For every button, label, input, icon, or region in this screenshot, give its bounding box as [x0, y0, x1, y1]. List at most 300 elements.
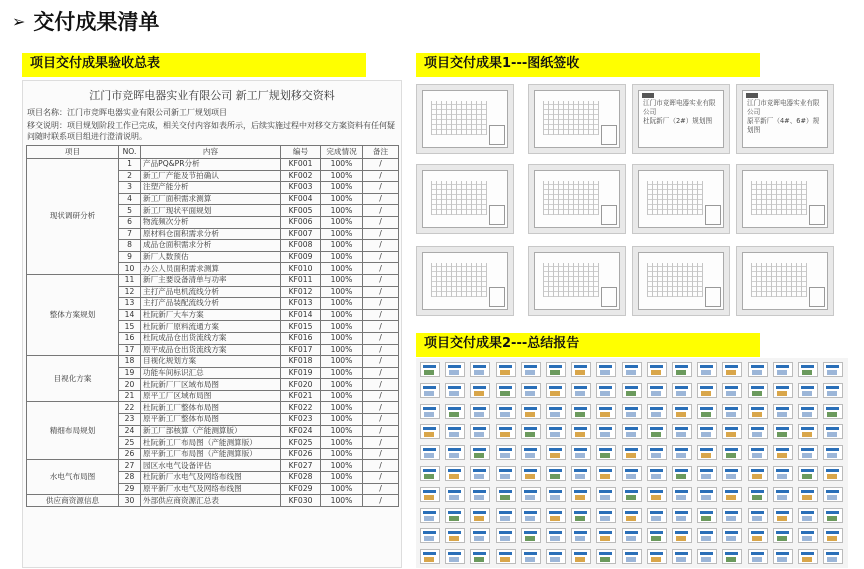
report-slide-thumbnail — [470, 528, 490, 543]
slide-content-block — [550, 370, 560, 375]
report-slide-thumbnail — [596, 528, 616, 543]
slide-content-block — [651, 557, 661, 562]
report-slide-thumbnail — [773, 549, 793, 564]
report-slide-thumbnail — [596, 445, 616, 460]
row-number-cell: 20 — [119, 379, 141, 391]
report-slide-thumbnail — [470, 424, 490, 439]
slide-header-bar — [423, 448, 436, 451]
row-remark-cell: / — [363, 228, 399, 240]
report-slide-thumbnail — [773, 466, 793, 481]
row-number-cell: 14 — [119, 309, 141, 321]
slide-content-block — [474, 432, 484, 437]
slide-content-block — [752, 412, 762, 417]
report-slide-thumbnail — [647, 549, 667, 564]
report-slide-thumbnail — [773, 383, 793, 398]
slide-header-bar — [751, 427, 764, 430]
slide-header-bar — [700, 386, 713, 389]
report-slide-thumbnail — [420, 508, 440, 523]
row-content-cell: 杜阮新厂原料流通方案 — [141, 321, 281, 333]
slide-content-block — [802, 391, 812, 396]
report-slide-thumbnail — [773, 362, 793, 377]
cover-drawing-name: 原平新厂（4#、6#）规划图 — [747, 117, 820, 134]
slide-content-block — [676, 432, 686, 437]
report-slide-thumbnail — [546, 466, 566, 481]
row-status-cell: 100% — [321, 228, 363, 240]
slide-content-block — [802, 432, 812, 437]
row-remark-cell: / — [363, 390, 399, 402]
report-slide-thumbnail — [672, 466, 692, 481]
row-status-cell: 100% — [321, 216, 363, 228]
slide-header-bar — [423, 511, 436, 514]
slide-content-block — [651, 391, 661, 396]
row-content-cell: 新工厂部核算（产能测算版） — [141, 425, 281, 437]
slide-content-block — [827, 391, 837, 396]
table-row — [27, 495, 399, 507]
slide-content-block — [676, 391, 686, 396]
layout-plan-drawing — [431, 101, 487, 135]
report-slide-thumbnail — [748, 466, 768, 481]
slide-header-bar — [675, 511, 688, 514]
slide-content-block — [726, 474, 736, 479]
drawing-thumbnails — [416, 84, 846, 324]
report-slide-thumbnail — [445, 404, 465, 419]
slide-header-bar — [650, 365, 663, 368]
slide-header-bar — [776, 469, 789, 472]
slide-header-bar — [826, 365, 839, 368]
report-slide-thumbnail — [546, 528, 566, 543]
slide-header-bar — [549, 365, 562, 368]
row-code-cell: KF021 — [281, 390, 321, 402]
report-slide-thumbnail — [571, 445, 591, 460]
summary-section-label: 项目交付成果验收总表 — [22, 53, 366, 77]
slide-header-bar — [549, 386, 562, 389]
slide-content-block — [651, 474, 661, 479]
report-slide-thumbnail — [697, 362, 717, 377]
report-slide-thumbnail — [622, 424, 642, 439]
slide-content-block — [575, 432, 585, 437]
slide-content-block — [752, 474, 762, 479]
slide-content-block — [827, 370, 837, 375]
slide-header-bar — [700, 469, 713, 472]
report-slide-thumbnail — [798, 424, 818, 439]
slide-header-bar — [776, 386, 789, 389]
slide-content-block — [701, 432, 711, 437]
slide-header-bar — [549, 531, 562, 534]
slide-content-block — [651, 495, 661, 500]
row-content-cell: 外部供应商资源汇总表 — [141, 495, 281, 507]
slide-header-bar — [801, 469, 814, 472]
row-content-cell: 杜阮新工厂布局图（产能测算版） — [141, 437, 281, 449]
slide-header-bar — [549, 490, 562, 493]
slide-header-bar — [751, 469, 764, 472]
table-row — [27, 356, 399, 368]
report-slide-thumbnail — [445, 466, 465, 481]
report-slide-thumbnail — [748, 528, 768, 543]
row-number-cell: 22 — [119, 402, 141, 414]
slide-header-bar — [725, 427, 738, 430]
row-code-cell: KF011 — [281, 274, 321, 286]
report-slide-thumbnail — [798, 528, 818, 543]
row-number-cell: 12 — [119, 286, 141, 298]
report-slide-thumbnail — [445, 508, 465, 523]
slide-content-block — [600, 432, 610, 437]
report-slide-thumbnail — [798, 362, 818, 377]
slide-header-bar — [700, 511, 713, 514]
report-slide-thumbnail — [748, 508, 768, 523]
title-block — [601, 287, 617, 307]
slide-content-block — [449, 536, 459, 541]
row-content-cell: 主打产品装配流线分析 — [141, 298, 281, 310]
report-slide-thumbnail — [773, 424, 793, 439]
report-slide-thumbnail — [647, 508, 667, 523]
row-code-cell: KF020 — [281, 379, 321, 391]
slide-content-block — [651, 370, 661, 375]
slide-content-block — [802, 557, 812, 562]
deliverables-table — [26, 145, 399, 507]
slide-header-bar — [801, 448, 814, 451]
slide-header-bar — [725, 365, 738, 368]
row-remark-cell: / — [363, 483, 399, 495]
report-slide-thumbnail — [748, 404, 768, 419]
slide-header-bar — [826, 448, 839, 451]
slide-content-block — [752, 432, 762, 437]
slide-content-block — [802, 495, 812, 500]
slide-content-block — [676, 557, 686, 562]
group-name-cell: 供应商资源信息 — [27, 495, 119, 507]
title-block — [705, 205, 721, 225]
report-slide-thumbnail — [521, 362, 541, 377]
slide-header-bar — [826, 552, 839, 555]
slide-content-block — [550, 495, 560, 500]
slide-header-bar — [650, 427, 663, 430]
slide-header-bar — [499, 365, 512, 368]
row-content-cell: 新工厂产能及节拍确认 — [141, 170, 281, 182]
slide-header-bar — [751, 448, 764, 451]
report-slide-thumbnail — [798, 487, 818, 502]
row-content-cell: 原材料仓面积需求分析 — [141, 228, 281, 240]
slide-header-bar — [700, 365, 713, 368]
report-slide-thumbnail — [647, 487, 667, 502]
drawing-thumbnail — [736, 84, 834, 154]
layout-plan-drawing — [543, 181, 599, 215]
slide-header-bar — [776, 448, 789, 451]
report-slide-thumbnail — [521, 445, 541, 460]
slide-content-block — [500, 516, 510, 521]
report-slide-thumbnail — [672, 528, 692, 543]
slide-content-block — [575, 412, 585, 417]
row-status-cell: 100% — [321, 356, 363, 368]
slide-content-block — [676, 370, 686, 375]
slide-header-bar — [499, 427, 512, 430]
slide-content-block — [626, 453, 636, 458]
slide-content-block — [701, 412, 711, 417]
slide-header-bar — [700, 407, 713, 410]
report-slide-thumbnail — [773, 404, 793, 419]
row-remark-cell: / — [363, 414, 399, 426]
slide-header-bar — [801, 511, 814, 514]
report-slide-thumbnail — [546, 487, 566, 502]
slide-header-bar — [448, 448, 461, 451]
report-slide-thumbnail — [470, 466, 490, 481]
slide-content-block — [626, 391, 636, 396]
row-status-cell: 100% — [321, 414, 363, 426]
slide-content-block — [802, 516, 812, 521]
report-slide-thumbnail — [697, 383, 717, 398]
title-block — [809, 287, 825, 307]
slide-content-block — [752, 557, 762, 562]
slide-header-bar — [524, 407, 537, 410]
slide-header-bar — [549, 511, 562, 514]
row-remark-cell: / — [363, 332, 399, 344]
slide-content-block — [474, 412, 484, 417]
slide-header-bar — [650, 386, 663, 389]
slide-header-bar — [473, 427, 486, 430]
slide-header-bar — [625, 448, 638, 451]
slide-header-bar — [574, 386, 587, 389]
report-slide-thumbnail — [596, 549, 616, 564]
report-slide-thumbnail — [521, 424, 541, 439]
report-slide-thumbnail — [672, 445, 692, 460]
row-content-cell: 物流频次分析 — [141, 216, 281, 228]
report-slide-thumbnail — [445, 424, 465, 439]
report-slide-thumbnail — [546, 549, 566, 564]
report-slide-thumbnail — [596, 404, 616, 419]
slide-content-block — [575, 453, 585, 458]
report-slide-thumbnail — [722, 508, 742, 523]
slide-content-block — [500, 412, 510, 417]
row-code-cell: KF012 — [281, 286, 321, 298]
report-slide-thumbnail — [470, 404, 490, 419]
slide-content-block — [752, 370, 762, 375]
slide-header-bar — [725, 531, 738, 534]
row-remark-cell: / — [363, 263, 399, 275]
report-slide-thumbnail — [546, 445, 566, 460]
slide-content-block — [802, 412, 812, 417]
slide-content-block — [600, 516, 610, 521]
slide-header-bar — [549, 407, 562, 410]
slide-content-block — [777, 474, 787, 479]
row-number-cell: 25 — [119, 437, 141, 449]
company-logo-icon — [746, 93, 758, 98]
slide-content-block — [626, 557, 636, 562]
slide-content-block — [726, 557, 736, 562]
slide-header-bar — [675, 469, 688, 472]
slide-content-block — [600, 370, 610, 375]
slide-content-block — [600, 557, 610, 562]
report-slide-thumbnail — [445, 362, 465, 377]
slide-content-block — [676, 536, 686, 541]
title-block — [809, 205, 825, 225]
slide-header-bar — [725, 469, 738, 472]
report-slide-thumbnail — [697, 487, 717, 502]
slide-content-block — [550, 474, 560, 479]
slide-content-block — [752, 495, 762, 500]
document-note: 移交说明：项目规划阶段工作已完成，相关交付内容如表所示，后续实施过程中对移交方案资料有任何疑问随时联系项目组进行澄清说明。 — [27, 121, 395, 141]
row-status-cell: 100% — [321, 193, 363, 205]
slide-header-bar — [524, 365, 537, 368]
slide-content-block — [676, 516, 686, 521]
slide-header-bar — [473, 552, 486, 555]
slide-content-block — [626, 536, 636, 541]
row-status-cell: 100% — [321, 460, 363, 472]
table-row — [27, 274, 399, 286]
slide-header-bar — [826, 511, 839, 514]
report-slide-thumbnail — [546, 383, 566, 398]
slide-header-bar — [499, 490, 512, 493]
slide-header-bar — [473, 469, 486, 472]
slide-header-bar — [599, 448, 612, 451]
report-slide-thumbnail — [647, 424, 667, 439]
slide-content-block — [474, 453, 484, 458]
row-number-cell: 9 — [119, 251, 141, 263]
slide-header-bar — [599, 365, 612, 368]
row-content-cell: 新厂人数预估 — [141, 251, 281, 263]
report-slide-thumbnail — [748, 383, 768, 398]
report-slide-thumbnail — [496, 487, 516, 502]
slide-content-block — [500, 474, 510, 479]
report-slide-thumbnail — [798, 549, 818, 564]
report-slide-thumbnail — [445, 445, 465, 460]
drawing-thumbnail — [416, 246, 514, 316]
slide-header-bar — [524, 511, 537, 514]
slide-content-block — [701, 391, 711, 396]
row-number-cell: 16 — [119, 332, 141, 344]
scanned-handover-document — [22, 80, 402, 568]
report-slide-thumbnail — [697, 445, 717, 460]
report-slide-thumbnail — [823, 404, 843, 419]
row-status-cell: 100% — [321, 159, 363, 171]
slide-content-block — [424, 536, 434, 541]
slide-content-block — [827, 412, 837, 417]
slide-content-block — [626, 370, 636, 375]
slide-header-bar — [549, 552, 562, 555]
slide-header-bar — [700, 448, 713, 451]
slide-header-bar — [751, 490, 764, 493]
slide-header-bar — [625, 407, 638, 410]
row-number-cell: 29 — [119, 483, 141, 495]
slide-header-bar — [725, 386, 738, 389]
report-slide-thumbnail — [420, 466, 440, 481]
slide-content-block — [651, 516, 661, 521]
slide-content-block — [726, 412, 736, 417]
slide-header-bar — [801, 490, 814, 493]
slide-content-block — [726, 432, 736, 437]
slide-header-bar — [423, 531, 436, 534]
slide-header-bar — [725, 448, 738, 451]
slide-content-block — [701, 557, 711, 562]
slide-content-block — [676, 474, 686, 479]
row-status-cell: 100% — [321, 274, 363, 286]
slide-content-block — [575, 516, 585, 521]
slide-content-block — [777, 536, 787, 541]
slide-content-block — [701, 474, 711, 479]
slide-header-bar — [574, 490, 587, 493]
report-slide-thumbnail — [823, 445, 843, 460]
slide-content-block — [626, 412, 636, 417]
report-slide-thumbnail — [496, 508, 516, 523]
row-status-cell: 100% — [321, 390, 363, 402]
report-slide-thumbnail — [722, 466, 742, 481]
report-slide-thumbnail — [420, 549, 440, 564]
slide-header-bar — [499, 511, 512, 514]
slide-header-bar — [574, 531, 587, 534]
report-slide-thumbnail — [622, 445, 642, 460]
report-slide-thumbnail — [823, 466, 843, 481]
row-number-cell: 8 — [119, 240, 141, 252]
slide-header-bar — [549, 427, 562, 430]
report-slide-thumbnail — [470, 383, 490, 398]
report-slide-thumbnail — [798, 404, 818, 419]
slide-header-bar — [650, 469, 663, 472]
report-slide-thumbnail — [420, 445, 440, 460]
slide-content-block — [752, 536, 762, 541]
report-slide-thumbnail — [672, 362, 692, 377]
row-content-cell: 注塑产能分析 — [141, 182, 281, 194]
row-remark-cell: / — [363, 251, 399, 263]
row-status-cell: 100% — [321, 472, 363, 484]
report-slide-thumbnail — [521, 528, 541, 543]
slide-header-bar — [473, 511, 486, 514]
report-slide-thumbnail — [496, 404, 516, 419]
report-slide-thumbnail — [722, 362, 742, 377]
row-status-cell: 100% — [321, 344, 363, 356]
slide-header-bar — [549, 448, 562, 451]
slide-content-block — [500, 391, 510, 396]
row-code-cell: KF004 — [281, 193, 321, 205]
slide-header-bar — [423, 490, 436, 493]
report-slide-thumbnail — [470, 487, 490, 502]
report-slide-thumbnail — [420, 528, 440, 543]
row-remark-cell: / — [363, 170, 399, 182]
report-slide-thumbnail — [773, 445, 793, 460]
drawing-cover-text — [747, 99, 825, 135]
slide-content-block — [449, 370, 459, 375]
slide-content-block — [424, 516, 434, 521]
cover-company-name: 江门市竞晖电器实业有限公司 — [643, 99, 716, 116]
row-remark-cell: / — [363, 425, 399, 437]
row-code-cell: KF013 — [281, 298, 321, 310]
slide-header-bar — [423, 386, 436, 389]
layout-plan-drawing — [647, 263, 703, 297]
arrow-bullet-icon: ➢ — [12, 11, 26, 31]
row-code-cell: KF008 — [281, 240, 321, 252]
row-remark-cell: / — [363, 274, 399, 286]
slide-content-block — [676, 453, 686, 458]
row-remark-cell: / — [363, 472, 399, 484]
slide-header-bar — [448, 427, 461, 430]
slide-content-block — [525, 557, 535, 562]
report-slide-thumbnail — [571, 466, 591, 481]
report-slide-thumbnail — [722, 487, 742, 502]
report-slide-thumbnail — [571, 549, 591, 564]
slide-content-block — [474, 391, 484, 396]
slide-content-block — [575, 370, 585, 375]
row-remark-cell: / — [363, 193, 399, 205]
report-slide-thumbnail — [496, 424, 516, 439]
row-content-cell: 原平工厂区域布局图 — [141, 390, 281, 402]
slide-header-bar — [423, 469, 436, 472]
row-content-cell: 新工厂面积需求测算 — [141, 193, 281, 205]
slide-header-bar — [675, 386, 688, 389]
report-slide-thumbnail — [596, 424, 616, 439]
slide-header-bar — [499, 407, 512, 410]
table-row — [27, 159, 399, 171]
slide-content-block — [600, 474, 610, 479]
report-slide-thumbnail — [672, 549, 692, 564]
row-status-cell: 100% — [321, 321, 363, 333]
slide-header-bar — [599, 386, 612, 389]
report-slide-thumbnail — [672, 383, 692, 398]
